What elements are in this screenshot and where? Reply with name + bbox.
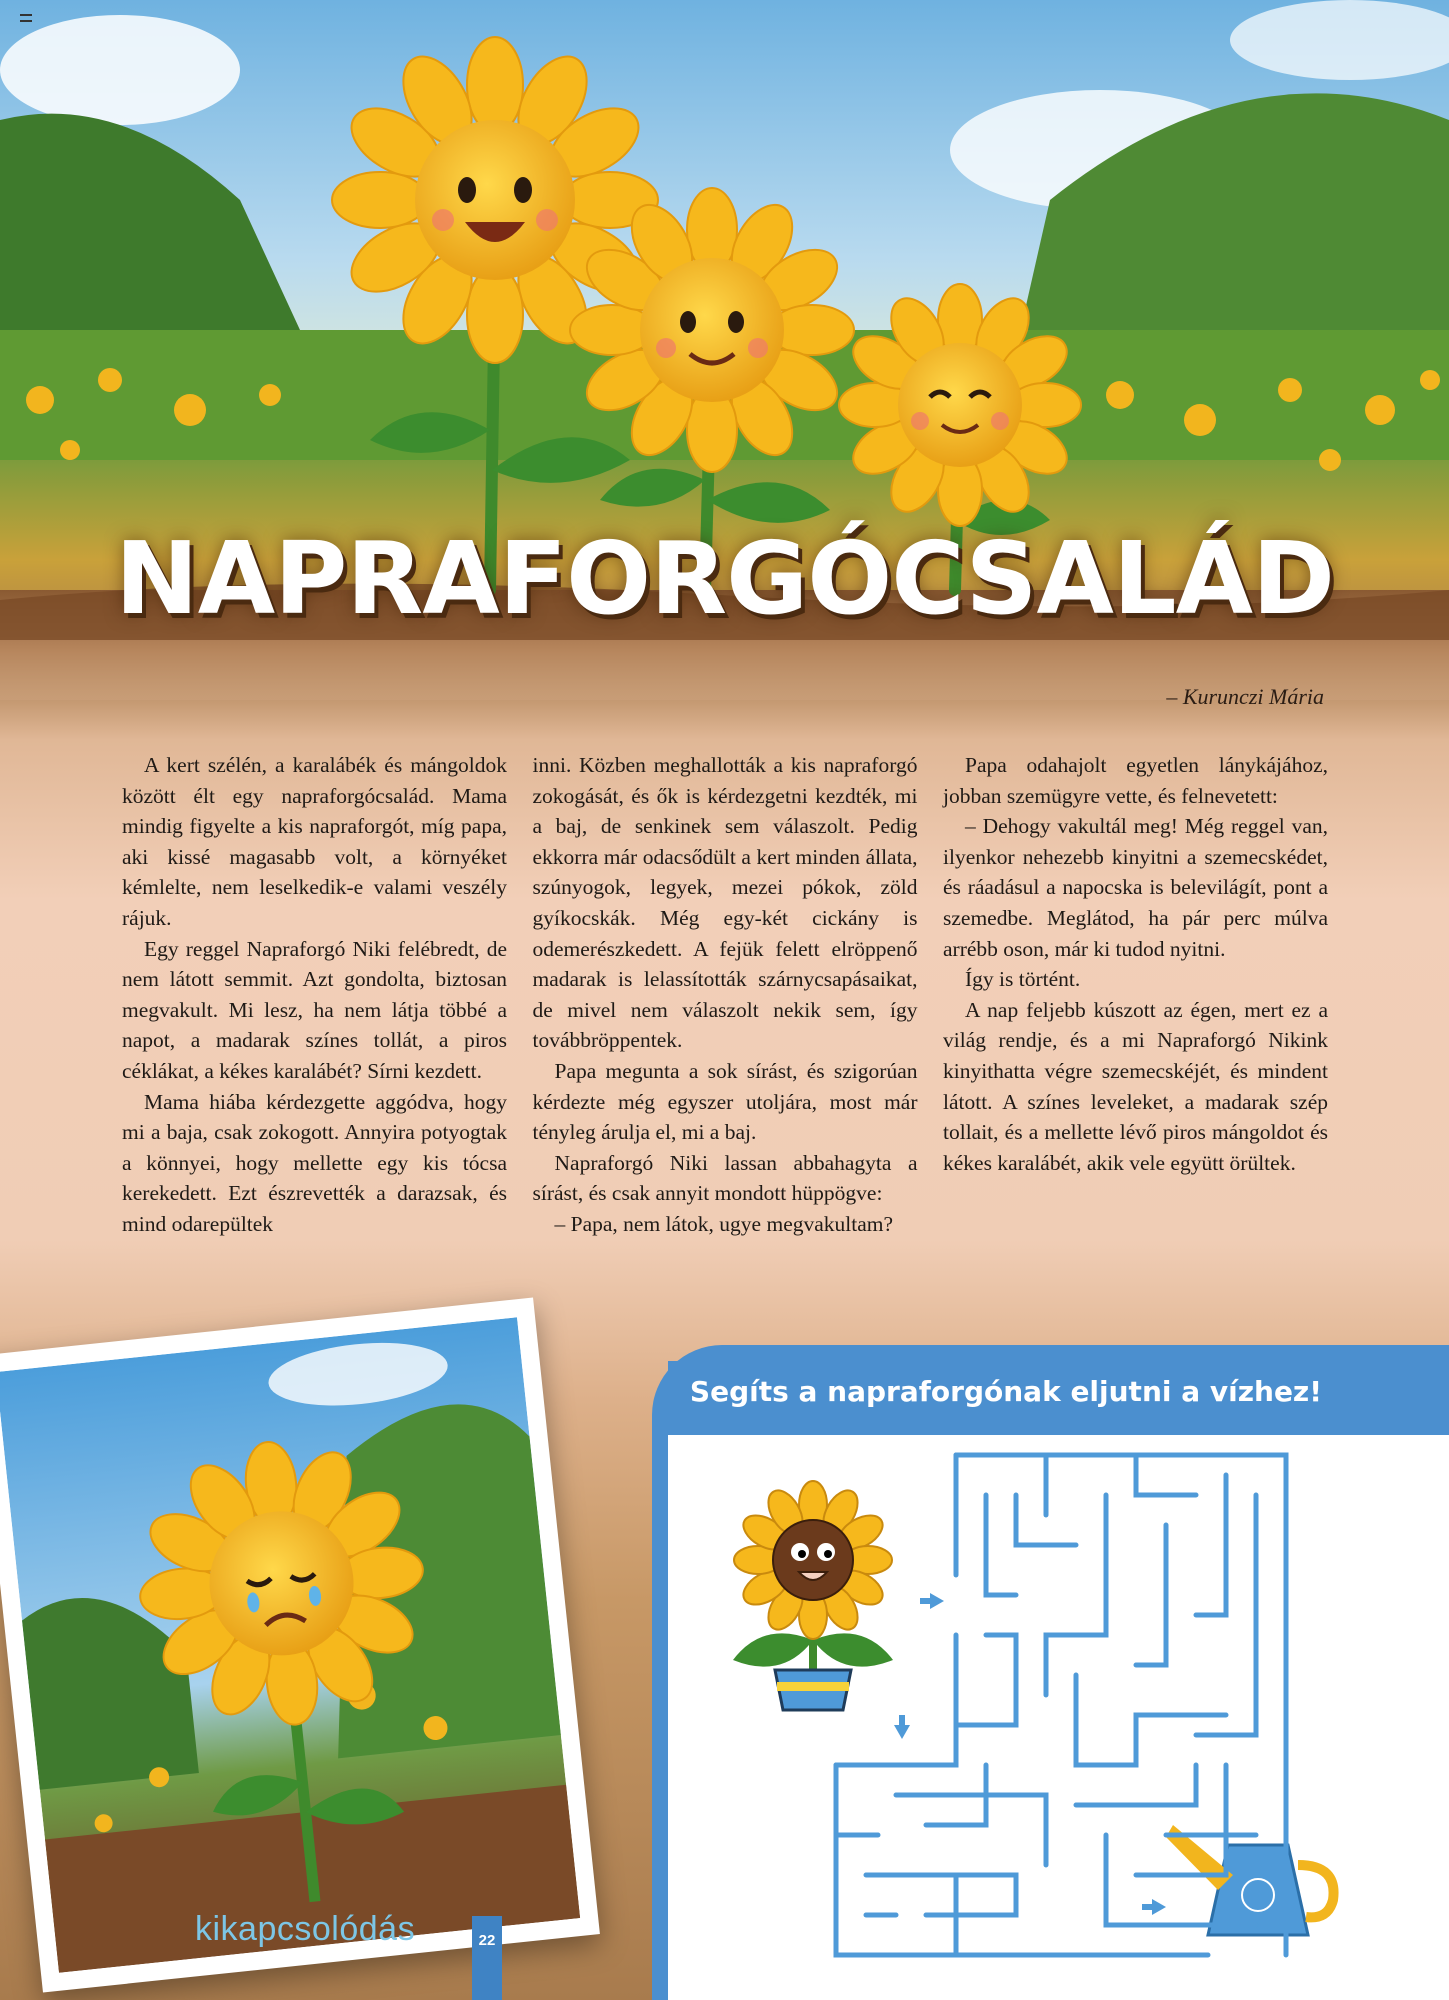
paragraph: Napraforgó Niki lassan abbahagyta a sírást, és csak annyit mondott hüppögve:: [532, 1150, 918, 1206]
menu-icon[interactable]: [20, 14, 32, 22]
story-text: [122, 750, 1328, 1240]
maze-svg[interactable]: [668, 1435, 1449, 2000]
puzzle-header: [668, 1361, 1449, 1435]
arrow-icon: [894, 1593, 1166, 1915]
paragraph: Mama hiába kérdezgette aggódva, hogy mi a baja, csak zokogott. Annyira potyogtak a könnyei, hogy mellette egy kis tócsa kerekedett. Ezt észrevették a darazsak, és mind odarepültek: [122, 1089, 507, 1236]
paragraph: Egy reggel Napraforgó Niki felébredt, de nem látott semmit. Azt gondolta, biztosan megvakult. Mi lesz, ha nem látja többé a napot, a madarak színes tollát, a piros céklákat, a kékes karalábét? Sírni kezdett.: [122, 936, 507, 1083]
crying-sunflower-image: [0, 1317, 580, 1972]
article-title: NAPRAFORGÓCSALÁD: [115, 520, 1334, 637]
paragraph: A kert szélén, a karalábék és mángoldok között élt egy napraforgócsalád. Mama mindig figyelte a kis napraforgót, míg papa, aki kissé magasabb volt, a környéket kémlelte, nem leselkedik-e valami veszély rájuk.: [122, 753, 507, 930]
story-column-1: [122, 750, 507, 1240]
paragraph: – Dehogy vakultál meg! Még reggel van, ilyenkor nehezebb kinyitni a szemecskédet, és ráadásul a napocska is belevilágít, pont a szemedbe. Meglátod, ha pár perc múlva arrébb oson, már ki tudod nyitni.: [943, 814, 1328, 961]
paragraph: Így is történt.: [965, 967, 1081, 992]
paragraph: A nap feljebb kúszott az égen, mert ez a világ rendje, és a mi Napraforgó Nikink kinyithatta végre szemecskéjét, és mindent látott. A színes leveleket, a madarak szép tollait, és a mellette lévő piros mángoldot és kékes karalábét, akik vele együtt örültek.: [943, 997, 1328, 1175]
watering-can-icon: [1166, 1825, 1334, 1935]
maze-area: [668, 1435, 1449, 2000]
story-column-2: [533, 750, 918, 1240]
sunflower-icon: [733, 1481, 893, 1710]
story-column-3: [943, 750, 1328, 1240]
paragraph: Papa odahajolt egyetlen lánykájához, jobban szemügyre vette, és felnevetett:: [943, 753, 1328, 808]
page-number: 22: [472, 1916, 502, 2000]
article-author: – Kurunczi Mária: [1166, 684, 1324, 709]
puzzle-title: Segíts a napraforgónak eljutni a vízhez!: [689, 1375, 1322, 1408]
magazine-brand: kikapcsolódás: [195, 1910, 416, 1948]
maze-puzzle: [652, 1345, 1449, 2000]
crying-sunflower-photo: [0, 1297, 600, 1992]
paragraph: – Papa, nem látok, ugye megvakultam?: [554, 1211, 894, 1236]
paragraph: inni. Közben meghallották a kis napraforgó zokogását, és ők is kérdezgetni kezdték, mi a baj, de senkinek sem válaszolt. Pedig ekkorra már odacsődült a kert minden állata, szúnyogok, legyek, mezei pókok, zöld gyíkocskák. Még egy-két cickány is odemerészkedett. A fejük felett elröppenő madarak is lelassították szárnycsapásaikat, de mivel nem válaszolt nekik sem, így továbbröppentek.: [532, 753, 918, 1053]
paragraph: Papa megunta a sok sírást, és szigorúan kérdezte még egyszer utoljára, most már tényleg árulja el, mi a baj.: [532, 1058, 918, 1145]
